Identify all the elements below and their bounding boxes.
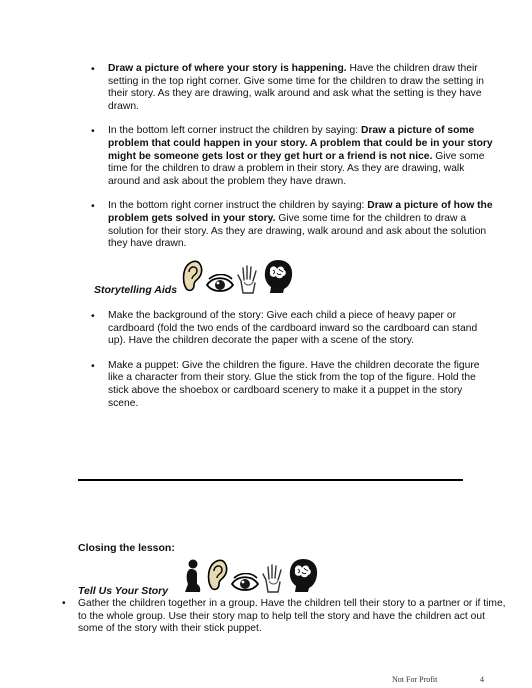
eye-icon xyxy=(206,274,234,294)
tell-story-heading: Tell Us Your Story xyxy=(78,585,169,597)
step-problem-bold: Draw a picture of some problem that could happen in your story. A problem that could be in your story might be someone gets lost or they get hurt or a friend is not nice. xyxy=(108,125,493,162)
step-solution-bold: Draw a picture of how the problem gets solved in your story. xyxy=(108,200,493,224)
head-brain-icon xyxy=(287,557,319,593)
storytelling-aids-icons xyxy=(180,258,294,294)
closing-item: • Gather the children together in a group. Have the children tell their story to a partner or if time, to the whole group. Use their story map to help tell the story and have the children act out some of the story with their stick puppet. xyxy=(78,598,508,636)
ear-icon xyxy=(205,557,229,593)
step-setting-lead: Draw a picture of where your story is happening. xyxy=(108,63,347,74)
step-solution-text: Give some time for the children to draw a solution for their story. As they are drawing, walk around and ask about the solution they have drawn. xyxy=(108,212,487,250)
closing-heading: Closing the lesson: xyxy=(78,542,175,554)
storytelling-aids-list xyxy=(108,310,494,422)
aid-background: • Make the background of the story: Give each child a piece of heavy paper or cardboard (fold the two ends of the cardboard inward so the cardboard can stand up). Have the children decorate the paper with a scene of the story. xyxy=(108,310,494,348)
step-solution xyxy=(108,200,494,250)
footer-org: Not For Profit xyxy=(392,675,438,684)
hand-icon xyxy=(236,264,260,294)
storytelling-aids-heading: Storytelling Aids xyxy=(94,284,178,296)
hand-icon xyxy=(261,563,285,593)
aid-puppet: • Make a puppet: Give the children the figure. Have the children decorate the figure like a character from their story. Glue the stick from the top of the figure. Hold the stick above the shoebox or cardboard scenery to make it a puppet in the story scene. xyxy=(108,360,494,410)
tell-story-icons xyxy=(183,557,319,593)
closing-list xyxy=(78,598,508,636)
step-setting xyxy=(108,63,494,113)
kneeling-figure-icon xyxy=(183,559,203,593)
step-setting-text: Have the children draw their setting in the top right corner. Give some time for the children to draw the setting in their story. As they are drawing, walk around and ask what the setting is they have drawn. xyxy=(108,63,485,112)
section-divider xyxy=(78,479,463,481)
step-problem xyxy=(108,125,494,188)
activity-steps-list xyxy=(108,63,494,263)
eye-icon xyxy=(231,573,259,593)
head-brain-icon xyxy=(262,258,294,294)
step-problem-intro: In the bottom left corner instruct the children by saying: xyxy=(108,125,361,137)
ear-icon xyxy=(180,258,204,294)
footer-page-number: 4 xyxy=(480,675,484,684)
step-problem-text: Give some time for the children to draw a problem in their story. As they are drawing, walk around and ask about the problem they have drawn. xyxy=(108,150,485,187)
step-solution-intro: In the bottom right corner instruct the children by saying: xyxy=(108,200,368,212)
